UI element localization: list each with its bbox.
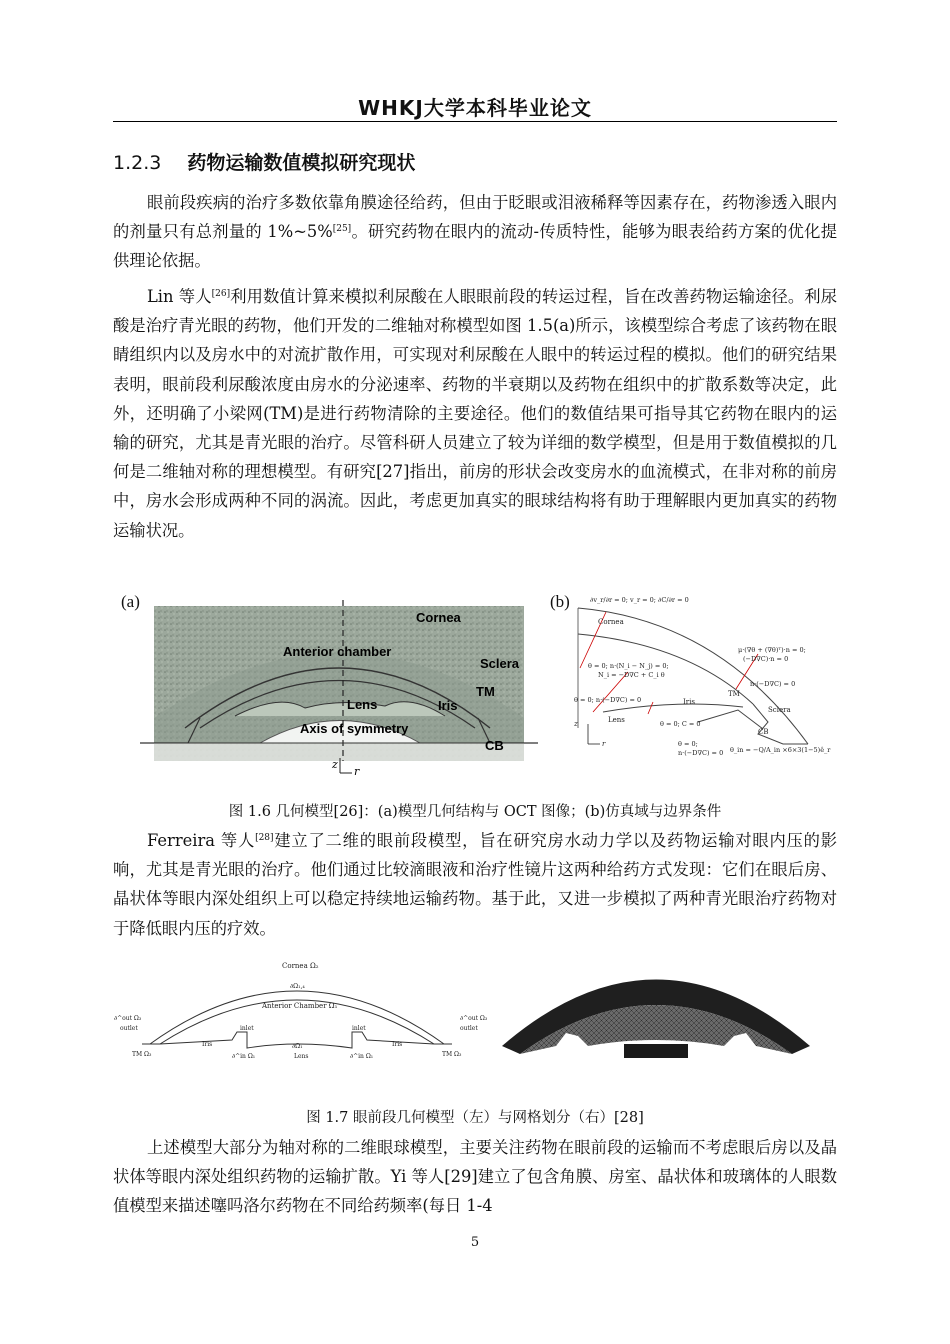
paragraph-2 <box>113 282 837 545</box>
label-iris: Iris <box>438 698 458 713</box>
svg-text:r: r <box>602 740 606 748</box>
fig17-right-mesh <box>494 948 818 1068</box>
label-cb: CB <box>485 738 504 753</box>
label-z: z <box>332 758 338 771</box>
fig16a-oct-image <box>140 598 538 776</box>
para2-text-b: 利用数值计算来模拟利尿酸在人眼眼前段的转运过程，旨在改善药物运输途径。利尿酸是治疗青光眼的药物，他们开发的二维轴对称模型如图 1.5(a)所示，该模型综合考虑了该药物在眼睛组织内以及房水中的对流扩散作用，可实现对利尿酸在人眼中的转运过程的模拟。他们的研究结果表明，眼前段利尿酸浓度由房水的分泌速率、药物的半衰期以及药物在组织中的扩散系数等决定，此外，还明确了小梁网(TM)是进行药物清除的主要途径。他们的数值结果可指导其它药物在眼内的运输的研究，尤其是青光眼的治疗。尽管科研人员建立了较为详细的数学模型，但是用于数值模拟的几何是二维轴对称的理想模型。有研究[27]指出，前房的形状会改变房水的血流模式，在非对称的前房中，房水会形成两种不同的涡流。因此，考虑更加真实的眼球结构将有助于理解眼内更加真实的药物运输状况。 <box>113 287 837 540</box>
citation-26: [26] <box>211 289 231 299</box>
para3-text-b: 建立了二维的眼前段模型，旨在研究房水动力学以及药物运输对眼内压的影响，尤其是青光眼的治疗。他们通过比较滴眼液和治疗性镜片这两种给药方式发现：它们在眼后房、晶状体等眼内深处组织上可以稳定持续地运输药物。基于此，又进一步模拟了两种青光眼治疗药物对于降低眼内压的疗效。 <box>113 831 837 938</box>
svg-text:θ = 0;: θ = 0; <box>678 740 698 748</box>
svg-text:z: z <box>574 720 578 728</box>
svg-text:Anterior Chamber Ω₁: Anterior Chamber Ω₁ <box>262 1002 338 1010</box>
label-cornea: Cornea <box>416 610 461 625</box>
svg-text:θ = 0; n·(−D∇C) = 0: θ = 0; n·(−D∇C) = 0 <box>574 696 642 704</box>
svg-text:TM Ω₃: TM Ω₃ <box>442 1051 462 1058</box>
svg-text:θ = 0; n·(N_i − N_j) = 0;: θ = 0; n·(N_i − N_j) = 0; <box>588 662 669 670</box>
label-axis: Axis of symmetry <box>300 721 409 736</box>
svg-text:(−D∇C)·n = 0: (−D∇C)·n = 0 <box>743 655 789 663</box>
section-heading <box>113 148 415 175</box>
para1-text-b: 。研究药物在眼内的流动-传质特性，能够为眼表给药方案的优化提供理论依据。 <box>113 222 837 271</box>
svg-text:Iris: Iris <box>202 1041 213 1048</box>
svg-text:outlet: outlet <box>460 1025 478 1032</box>
label-r: r <box>354 765 360 778</box>
para2-text-a: Lin 等人 <box>147 287 212 306</box>
fig17-caption: 图 1.7 眼前段几何模型（左）与网格划分（右）[28] <box>306 1110 644 1126</box>
thesis-header: WHKJ大学本科毕业论文 <box>358 96 592 120</box>
section-title: 药物运输数值模拟研究现状 <box>187 152 416 174</box>
svg-text:μ·(∇θ + (∇θ)ᵀ)·n = 0;: μ·(∇θ + (∇θ)ᵀ)·n = 0; <box>738 646 806 654</box>
label-tm: TM <box>476 684 495 699</box>
svg-text:θ_in = −Q/A_in ×6×3(1−5)ê_r: θ_in = −Q/A_in ×6×3(1−5)ê_r <box>730 746 831 754</box>
fig17-left-geometry <box>112 948 488 1064</box>
fig16b-simulation-domain <box>568 594 831 776</box>
svg-text:CB: CB <box>758 728 769 736</box>
svg-text:∂Ω₁,₄: ∂Ω₁,₄ <box>290 983 305 990</box>
label-anterior-chamber: Anterior chamber <box>283 644 392 659</box>
svg-text:inlet: inlet <box>240 1025 254 1032</box>
label-sclera: Sclera <box>480 656 520 671</box>
svg-text:Iris: Iris <box>683 698 695 706</box>
para4-text: 上述模型大部分为轴对称的二维眼球模型，主要关注药物在眼前段的运输而不考虑眼后房以及晶状体等眼内深处组织药物的运输扩散。Yi 等人[29]建立了包含角膜、房室、晶状体和玻璃体的人眼数值模型来描述噻吗洛尔药物在不同给药频率(每日 1-4 <box>113 1138 837 1216</box>
citation-28: [28] <box>255 833 274 843</box>
svg-text:∂Ω₁: ∂Ω₁ <box>292 1043 303 1050</box>
para3-text-a: Ferreira 等人 <box>147 831 256 850</box>
fig16-label-a: (a) <box>121 592 140 611</box>
page-number: 5 <box>470 1235 480 1250</box>
svg-text:n·(−D∇C) = 0: n·(−D∇C) = 0 <box>678 749 724 757</box>
paragraph-1 <box>113 188 837 276</box>
svg-text:Iris: Iris <box>392 1041 403 1048</box>
svg-text:inlet: inlet <box>352 1025 366 1032</box>
fig16-caption: 图 1.6 几何模型[26]：(a)模型几何结构与 OCT 图像；(b)仿真域与边界条件 <box>228 804 722 820</box>
label-lens: Lens <box>347 697 378 712</box>
svg-text:Lens: Lens <box>294 1053 309 1060</box>
svg-text:Lens: Lens <box>608 716 625 724</box>
svg-text:Cornea Ω₂: Cornea Ω₂ <box>282 962 319 970</box>
svg-text:outlet: outlet <box>120 1025 138 1032</box>
svg-text:n·(−D∇C) = 0: n·(−D∇C) = 0 <box>750 680 796 688</box>
fig16-label-b: (b) <box>550 592 570 611</box>
svg-text:TM: TM <box>728 690 740 698</box>
section-number: 1.2.3 <box>113 152 162 174</box>
svg-text:∂^out Ω₃: ∂^out Ω₃ <box>114 1015 142 1022</box>
svg-text:θ = 0; C = 0: θ = 0; C = 0 <box>660 720 701 728</box>
citation-25: [25] <box>332 224 352 235</box>
svg-text:TM Ω₃: TM Ω₃ <box>132 1051 152 1058</box>
svg-text:Sclera: Sclera <box>768 706 791 714</box>
svg-text:∂^in Ω₁: ∂^in Ω₁ <box>232 1053 256 1060</box>
paragraph-3 <box>113 826 837 943</box>
svg-text:∂v_r/∂r = 0; v_r = 0; ∂C/∂r =: ∂v_r/∂r = 0; v_r = 0; ∂C/∂r = 0 <box>590 596 689 604</box>
svg-text:Cornea: Cornea <box>598 618 624 626</box>
svg-text:N_i = −D∇C + C_i θ: N_i = −D∇C + C_i θ <box>598 671 665 679</box>
paragraph-4 <box>113 1133 837 1221</box>
svg-text:∂^out Ω₃: ∂^out Ω₃ <box>460 1015 488 1022</box>
svg-text:∂^in Ω₁: ∂^in Ω₁ <box>350 1053 374 1060</box>
header-rule <box>113 121 837 122</box>
para1-text-a: 眼前段疾病的治疗多数依靠角膜途径给药，但由于眨眼或泪液稀释等因素存在，药物渗透入眼内的剂量只有总剂量的 1%~5% <box>113 193 837 242</box>
